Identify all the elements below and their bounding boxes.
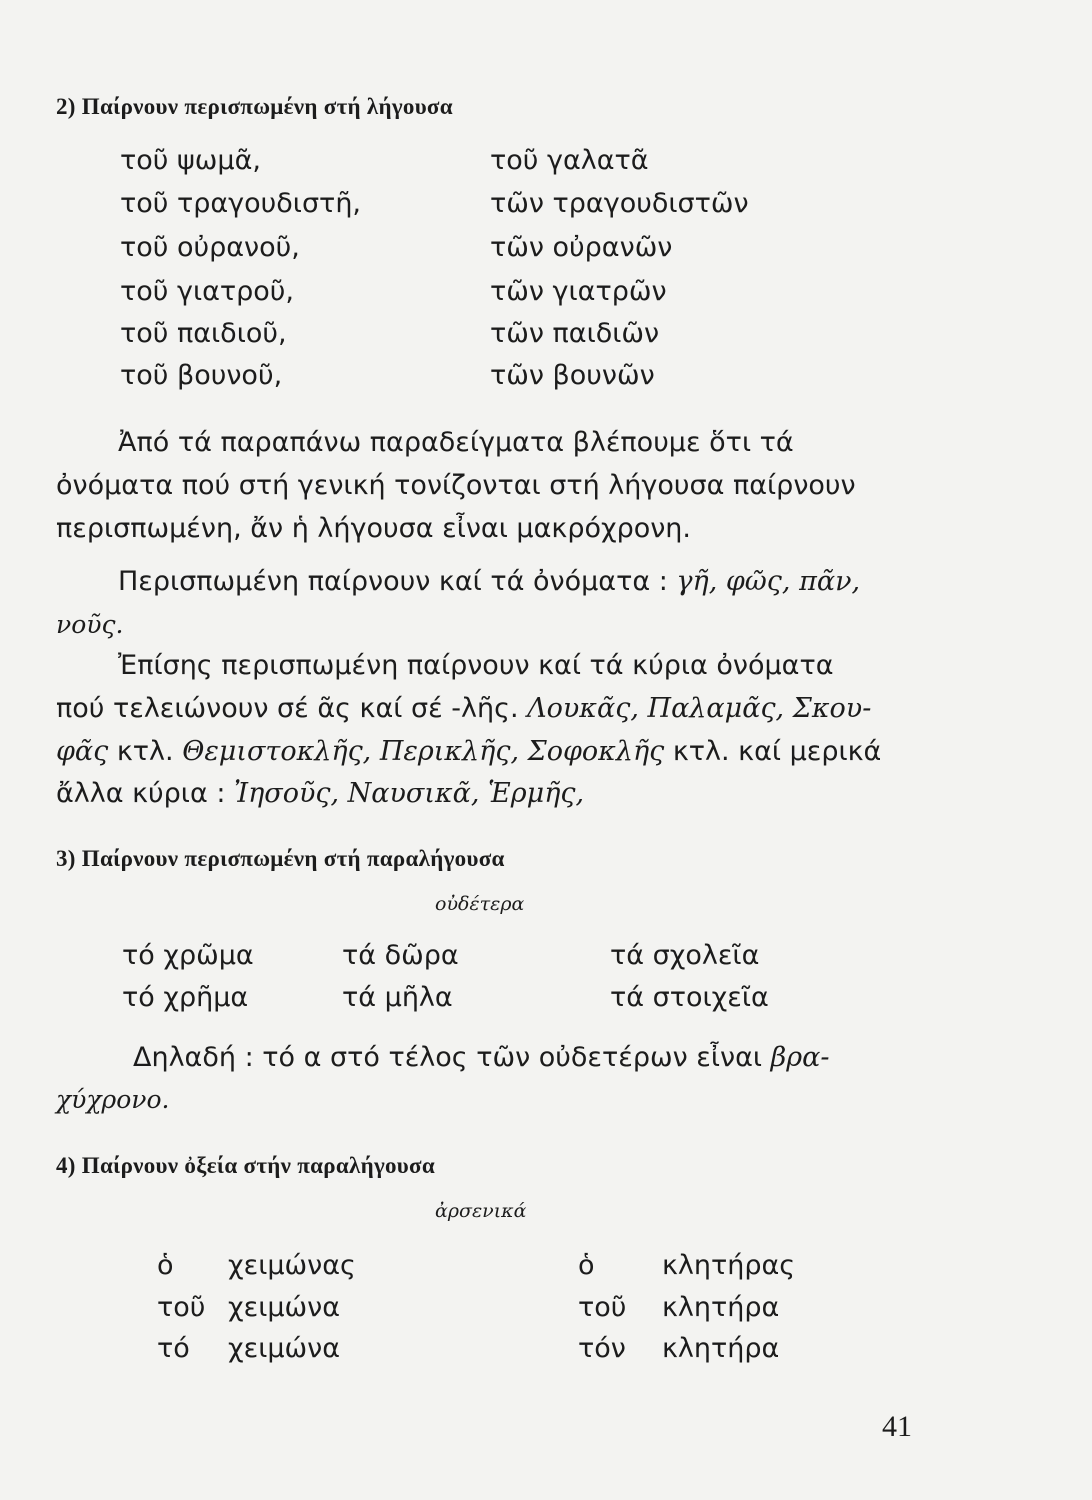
paragraph-line	[118, 566, 860, 597]
table-cell: τά σχολεῖα	[610, 940, 760, 971]
paragraph-text: πού τελειώνουν σέ ᾶς καί σέ -λῆς.	[56, 693, 519, 724]
table-cell: τοῦ οὐρανοῦ,	[120, 232, 300, 263]
table-cell: τά μῆλα	[342, 982, 453, 1013]
table-cell: τό	[157, 1333, 190, 1364]
table-cell: κλητήρας	[662, 1250, 796, 1281]
paragraph-text: Δηλαδή : τό α στό τέλος τῶν οὐδετέρων εἶναι	[133, 1042, 763, 1073]
paragraph-line	[56, 693, 871, 724]
example-words: φᾶς	[56, 736, 109, 767]
table-cell: κλητήρα	[662, 1333, 780, 1364]
table-cell: τό χρῶμα	[122, 940, 254, 971]
example-words: χύχρονο.	[56, 1085, 170, 1114]
section4-heading: 4) Παίρνουν ὀξεία στήν παραλήγουσα	[56, 1153, 435, 1178]
example-words: Ἰησοῦς, Ναυσικᾶ, Ἑρμῆς,	[234, 778, 585, 809]
table-cell: τοῦ ψωμᾶ,	[120, 145, 261, 176]
example-words: Θεμιστοκλῆς, Περικλῆς, Σοφοκλῆς	[182, 736, 665, 767]
table-cell: τοῦ τραγουδιστῆ,	[120, 188, 362, 219]
paragraph-line	[133, 1042, 829, 1073]
page-number: 41	[882, 1410, 912, 1443]
paragraph-line: Ἐπίσης περισπωμένη παίρνουν καί τά κύρια ὀνόματα	[118, 650, 834, 681]
example-words: Λουκᾶς, Παλαμᾶς, Σκου-	[527, 693, 872, 724]
table-cell: τοῦ βουνοῦ,	[120, 360, 283, 391]
table-cell: κλητήρα	[662, 1292, 780, 1323]
paragraph-text: κτλ.	[116, 736, 174, 767]
paragraph-line: ὀνόματα πού στή γενική τονίζονται στή λήγουσα παίρνουν	[56, 470, 856, 501]
paragraph-text: ἄλλα κύρια :	[56, 778, 226, 809]
table-cell: τά στοιχεῖα	[610, 982, 769, 1013]
paragraph-text: Περισπωμένη παίρνουν καί τά ὀνόματα :	[118, 566, 668, 597]
paragraph-line: Ἀπό τά παραπάνω παραδείγματα βλέπουμε ὅτι τά	[118, 427, 794, 458]
table-cell: τό χρῆμα	[122, 982, 249, 1013]
table-cell: τῶν παιδιῶν	[490, 318, 660, 349]
section4-label: ἀρσενικά	[435, 1200, 527, 1222]
table-cell: ὁ	[578, 1250, 595, 1281]
table-cell: ὁ	[157, 1250, 174, 1281]
section2-heading: 2) Παίρνουν περισπωμένη στή λήγουσα	[56, 94, 453, 119]
paragraph-text: κτλ. καί μερικά	[672, 736, 882, 767]
table-cell: χειμώνας	[228, 1250, 356, 1281]
table-cell: τοῦ	[157, 1292, 206, 1323]
example-words: γῆ, φῶς, πᾶν,	[676, 566, 861, 597]
table-cell: χειμώνα	[228, 1333, 340, 1364]
table-cell: τοῦ γαλατᾶ	[490, 145, 649, 176]
table-cell: τόν	[578, 1333, 626, 1364]
table-cell: τοῦ παιδιοῦ,	[120, 318, 287, 349]
table-cell: τῶν γιατρῶν	[490, 276, 667, 307]
section3-heading: 3) Παίρνουν περισπωμένη στή παραλήγουσα	[56, 846, 505, 871]
table-cell: τά δῶρα	[342, 940, 459, 971]
example-words: βρα-	[770, 1042, 830, 1073]
table-cell: τῶν βουνῶν	[490, 360, 655, 391]
table-cell: τοῦ γιατροῦ,	[120, 276, 295, 307]
section3-label: οὐδέτερα	[435, 893, 525, 915]
paragraph-line	[56, 778, 584, 809]
table-cell: τῶν οὐρανῶν	[490, 232, 673, 263]
example-words: νοῦς.	[56, 610, 124, 639]
table-cell: χειμώνα	[228, 1292, 340, 1323]
table-cell: τῶν τραγουδιστῶν	[490, 188, 749, 219]
paragraph-line: περισπωμένη, ἄν ἡ λήγουσα εἶναι μακρόχρονη.	[56, 513, 692, 544]
paragraph-line	[56, 736, 881, 767]
table-cell: τοῦ	[578, 1292, 627, 1323]
